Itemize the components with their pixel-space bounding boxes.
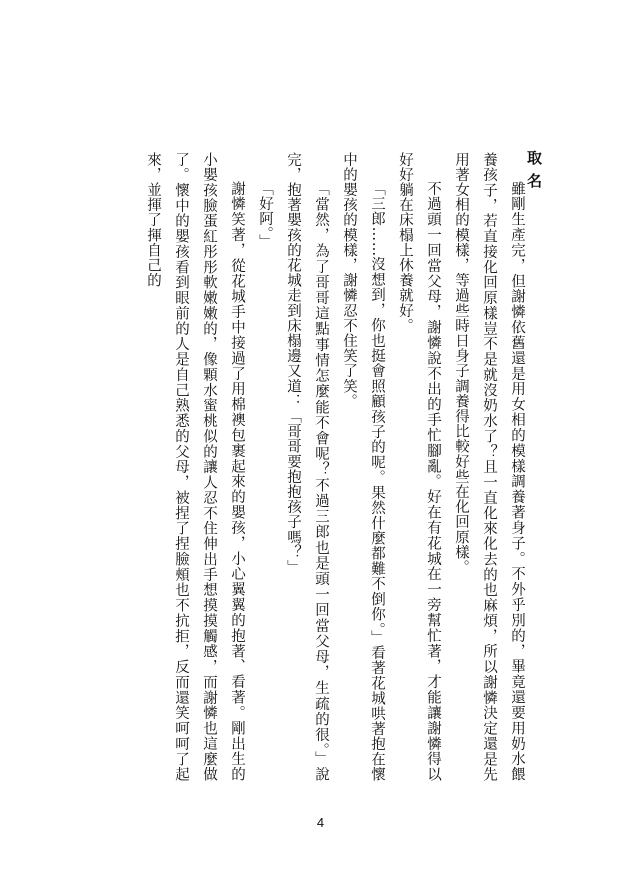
page-number: 4 [316, 815, 325, 830]
chapter-title: 取名 [525, 150, 543, 196]
paragraph-1: 雖剛生產完，但謝憐依舊還是用女相的模樣調養著身子。不外乎別的，畢竟還要用奶水餵養孩子，若直接化回原樣豈不是就沒奶水了？且一直化來化去的也麻煩，所以謝憐決定還是先用著女相的模樣，等過些時日身子調養得比較好些在化回原樣。 [453, 152, 525, 782]
paragraph-3: 「三郎……沒想到，你也挺會照顧孩子的呢。果然什麼都難不倒你。」看著花城哄著抱在懷中的嬰孩的模樣，謝憐忍不住笑了笑。 [341, 152, 385, 782]
paragraph-5: 「好阿。」 [257, 181, 273, 250]
body-text [111, 152, 531, 782]
paragraph-2: 不過頭一回當父母，謝憐說不出的手忙腳亂。好在有花城在一旁幫忙著，才能讓謝憐得以好好躺在床榻上休養就好。 [397, 152, 441, 782]
paragraph-6: 謝憐笑著，從花城手中接過了用棉襖包裹起來的嬰孩，小心翼翼的抱著、看著。剛出生的小嬰孩臉蛋紅彤彤軟嫩嫩的，像顆水蜜桃似的讓人忍不住伸出手想摸摸觸感，而謝憐也這麼做了。懷中的嬰孩看到眼前的人是自己熟悉的父母，被捏了捏臉頰也不抗拒，反而還笑呵呵了起來，並揮了揮自己的 [145, 152, 245, 782]
paragraph-4: 「當然，為了哥哥這點事情怎麼能不會呢？不過三郎也是頭一回當父母，生疏的很。」說完，抱著嬰孩的花城走到床榻邊又道：「哥哥要抱抱孩子嗎？」 [285, 152, 329, 782]
